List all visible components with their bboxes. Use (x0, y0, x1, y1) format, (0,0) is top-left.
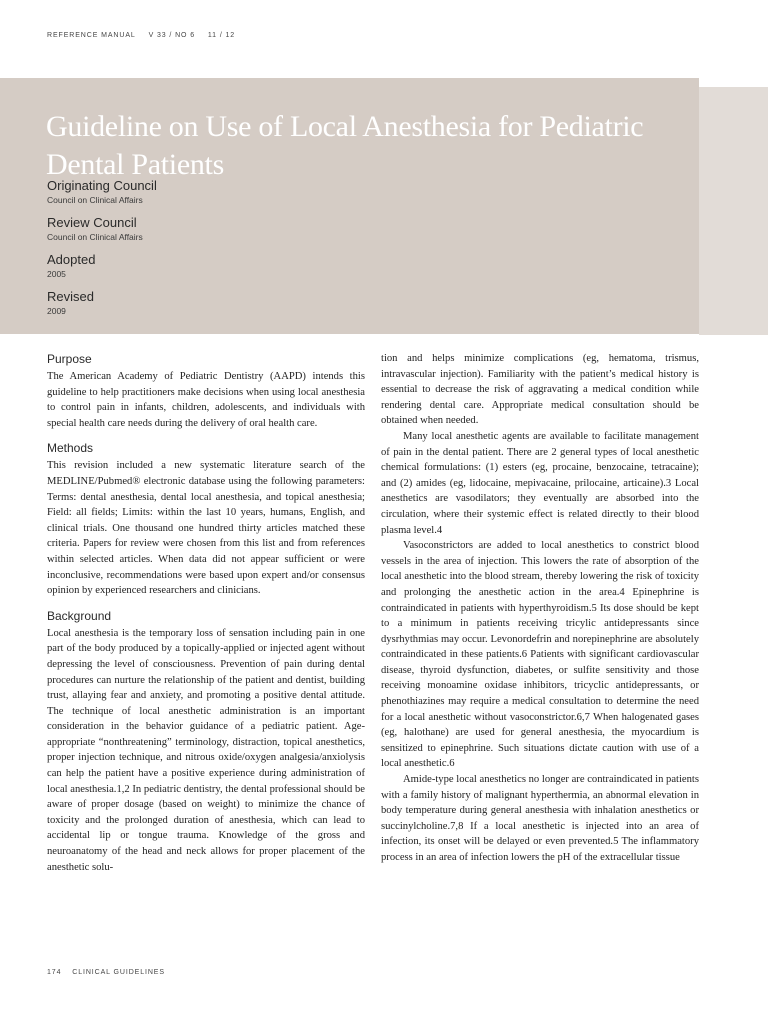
journal-name: REFERENCE MANUAL (47, 32, 136, 39)
meta-value: Council on Clinical Affairs (47, 195, 143, 205)
footer-section: CLINICAL GUIDELINES (72, 969, 165, 976)
title-band-edge (699, 87, 768, 335)
meta-value: 2009 (47, 306, 66, 316)
meta-revised (47, 288, 447, 317)
purpose-heading: Purpose (47, 352, 92, 366)
volume-issue: V 33 / NO 6 (148, 32, 196, 39)
meta-adopted (47, 251, 447, 280)
meta-value: Council on Clinical Affairs (47, 232, 143, 242)
running-header (47, 32, 245, 39)
continued-paragraph: tion and helps minimize complications (eg, hematoma, trismus, intravascular injection). Familiarity with the patient’s medical history is essential to decrease the risk of aggravating a medical condition while rendering dental care. Appropriate medical consultation should be obtained when needed. (381, 353, 699, 427)
issue-date: 11 / 12 (207, 32, 236, 39)
purpose-paragraph: The American Academy of Pediatric Dentistry (AAPD) intends this guideline to help practitioners make decisions when using local anesthesia to control pain in infants, children, adolescents, and individuals with special health care needs during the delivery of oral health care. (47, 371, 365, 429)
page-footer (47, 969, 173, 976)
meta-originating-council (47, 177, 447, 206)
methods-heading: Methods (47, 441, 94, 456)
methods-paragraph: This revision included a new systematic literature search of the MEDLINE/Pubmed® electronic database using the following parameters: Terms: dental anesthesia, dental local anesthesia, and topical anesthesia; Field: all fields; Limits: within the last 10 years, humans, English, and clinical trials. One thousand one hundred thirty articles matched these criteria. Papers for review were chosen from this list and from references within selected articles. When data did not appear sufficient or were inconclusive, recommendations were based upon expert and/or consensus opinion by experienced researchers and clinicians. (47, 460, 365, 597)
meta-label: Adopted (47, 252, 96, 267)
meta-label: Originating Council (47, 178, 157, 193)
left-column (47, 351, 365, 875)
meta-label: Review Council (47, 215, 137, 230)
meta-value: 2005 (47, 269, 66, 279)
amide-type-paragraph: Amide-type local anesthetics no longer are contraindicated in patients with a family history of malignant hyperthermia, an abnormal elevation in body temperature during general anesthesia with inhalation anesthetics or succinylcholine.7,8 If a local anesthetic is injected into an area of infection, its onset will be delayed or even prevented.5 The inflammatory process in an area of infection lowers the pH of the extracellular tissue (381, 774, 699, 863)
anesthetic-agents-paragraph: Many local anesthetic agents are available to facilitate management of pain in the dental patient. There are 2 general types of local anesthetic chemical formulations: (1) esters (eg, procaine, benzocaine, tetracaine); and (2) amides (eg, lidocaine, mepivacaine, prilocaine, articaine).3 Local anesthetics are vasodilators; they eventually are absorbed into the circulation, where their systemic effect is related directly to their blood plasma level.4 (381, 430, 699, 536)
meta-label: Revised (47, 289, 94, 304)
page-title: Guideline on Use of Local Anesthesia for Pediatric Dental Patients (46, 110, 644, 182)
background-heading: Background (47, 608, 112, 623)
vasoconstrictors-paragraph: Vasoconstrictors are added to local anesthetics to constrict blood vessels in the area of injection. This lowers the rate of absorption of the local anesthetic into the blood stream, thereby lowering the risk of toxicity and prolonging the anesthetic action in the area.4 Epinephrine is contraindicated in patients with hyperthyroidism.5 Its dose should be kept to a minimum in patients receiving tricylic antidepressants since dysrhythmias may occur. Levonordefrin and norepinephrine are absolutely contraindicated in these patients.6 Patients with significant cardiovascular disease, thyroid dysfunction, diabetes, or sulfite sensitivity and those receiving monoamine oxidase inhibitors, tricyclic antidepressants, or phenothiazines may require a medical consultation to determine the need for a local anesthetic without vasoconstrictor.6,7 When halogenated gases (eg, halothane) are used for general anesthesia, the myocardium is sensitized to epinephrine. Such situations dictate caution with use of a local anesthetic.6 (381, 540, 699, 770)
right-column (381, 351, 699, 866)
guideline-metadata (47, 177, 447, 325)
page-number: 174 (47, 969, 62, 976)
background-paragraph: Local anesthesia is the temporary loss of sensation including pain in one part of the body produced by a topically-applied or injected agent without depressing the level of consciousness. Prevention of pain during dental procedures can nurture the relationship of the patient and dentist, building trust, allaying fear and anxiety, and promoting a positive dental attitude. The technique of local anesthetic administration is an important consideration in the behavior guidance of a pediatric patient. Age-appropriate “nonthreatening” terminology, distraction, topical anesthetics, proper injection technique, and nitrous oxide/oxygen analgesia/anxiolysis can help the patient have a positive experience during administration of local anesthesia.1,2 In pediatric dentistry, the dental professional should be aware of proper dosage (based on weight) to minimize the chance of toxicity and the prolonged duration of anesthesia, which can lead to accidental lip or tongue trauma. Knowledge of the gross and neuroanatomy of the head and neck allows for proper placement of the anesthetic solu- (47, 627, 365, 873)
meta-review-council (47, 214, 447, 243)
